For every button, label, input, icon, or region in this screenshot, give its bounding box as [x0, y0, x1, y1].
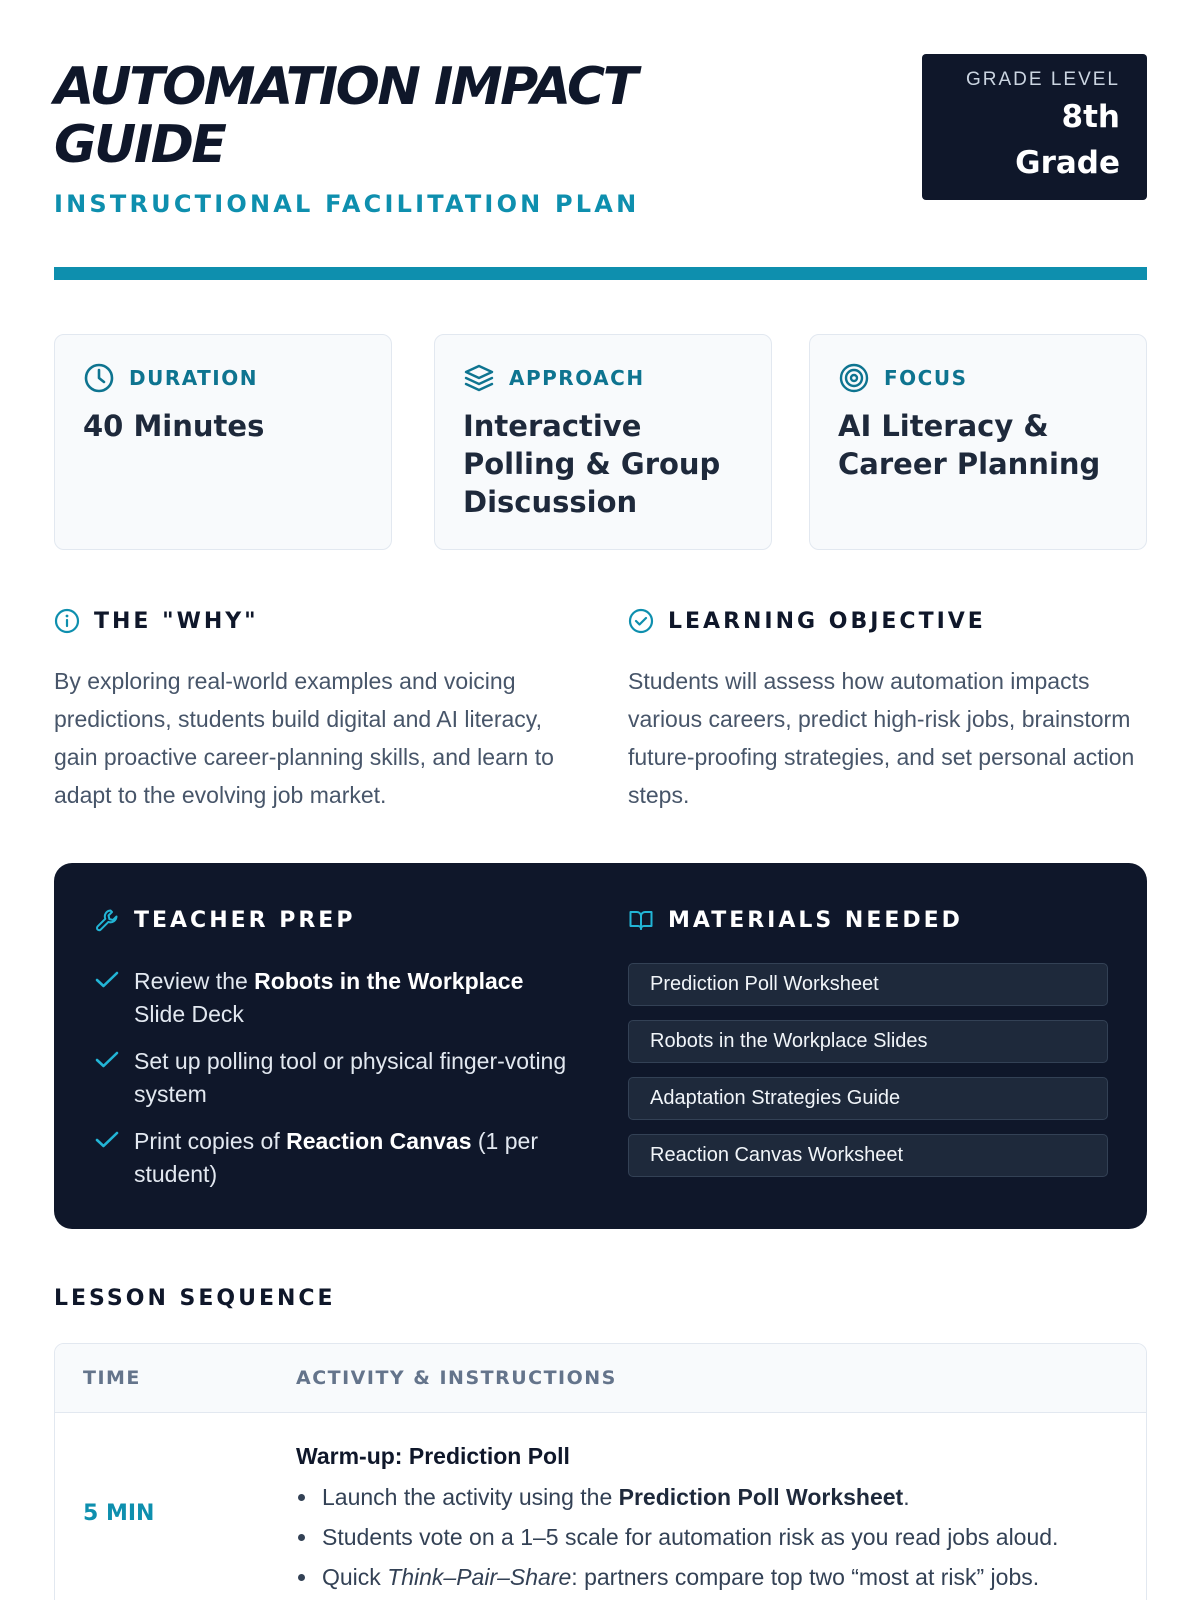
column-header-time: TIME — [83, 1367, 141, 1389]
grade-level-value — [922, 94, 1120, 186]
approach-label: APPROACH — [509, 366, 645, 390]
page-title-line-1: AUTOMATION IMPACT — [54, 57, 636, 117]
focus-card — [809, 334, 1147, 550]
why-section — [54, 604, 574, 814]
learning-objective-section — [628, 604, 1148, 814]
grade-level-value-line-2: Grade — [1015, 145, 1120, 181]
grade-level-label: GRADE LEVEL — [966, 69, 1120, 90]
prep-materials-panel — [54, 863, 1147, 1229]
check-icon — [94, 1129, 120, 1151]
header-divider — [54, 267, 1147, 280]
info-cards — [54, 334, 1147, 550]
teacher-prep-item: Print copies of Reaction Canvas (1 per student) — [94, 1125, 574, 1191]
approach-value: Interactive Polling & Group Discussion — [463, 409, 721, 519]
learning-objective-text: Students will assess how automation impacts various careers, predict high-risk jobs, brainstorm future-proofing strategies, and set personal action steps. — [628, 668, 1135, 808]
row-activity — [296, 1439, 1126, 1597]
target-icon — [838, 362, 870, 394]
teacher-prep-item: Review the Robots in the Workplace Slide Deck — [94, 965, 574, 1031]
why-title: THE "WHY" — [94, 608, 259, 634]
column-header-activity: ACTIVITY & INSTRUCTIONS — [296, 1367, 617, 1389]
check-icon — [94, 969, 120, 991]
layers-icon — [463, 362, 495, 394]
activity-step: Students vote on a 1–5 scale for automation risk as you read jobs aloud. — [296, 1517, 1126, 1557]
check-icon — [94, 1049, 120, 1071]
materials-section — [628, 903, 1108, 1191]
learning-objective-title: LEARNING OBJECTIVE — [668, 608, 986, 634]
approach-card — [434, 334, 772, 550]
material-item: Robots in the Workplace Slides — [628, 1020, 1108, 1063]
clock-icon — [83, 362, 115, 394]
wrench-icon — [94, 907, 120, 933]
material-item: Prediction Poll Worksheet — [628, 963, 1108, 1006]
grade-level-value-line-1: 8th — [1061, 99, 1120, 135]
lesson-sequence-title: LESSON SEQUENCE — [54, 1286, 336, 1311]
material-item: Reaction Canvas Worksheet — [628, 1134, 1108, 1177]
materials-list — [628, 963, 1108, 1177]
page-subtitle: INSTRUCTIONAL FACILITATION PLAN — [54, 190, 640, 218]
materials-title: MATERIALS NEEDED — [668, 907, 963, 933]
teacher-prep-title: TEACHER PREP — [134, 907, 356, 933]
duration-label: DURATION — [129, 366, 258, 390]
activity-step: Launch the activity using the Prediction Poll Worksheet. — [296, 1477, 1126, 1517]
book-open-icon — [628, 907, 654, 933]
activity-title: Warm-up: Prediction Poll — [296, 1443, 570, 1469]
duration-card — [54, 334, 392, 550]
page-title — [54, 58, 794, 174]
why-text: By exploring real-world examples and voicing predictions, students build digital and AI literacy, gain proactive career-planning skills, and learn to adapt to the evolving job market. — [54, 668, 554, 808]
focus-value: AI Literacy & Career Planning — [838, 409, 1101, 481]
activity-steps — [296, 1477, 1126, 1597]
teacher-prep-list — [94, 965, 574, 1191]
material-item: Adaptation Strategies Guide — [628, 1077, 1108, 1120]
grade-level-badge — [922, 54, 1147, 200]
focus-label: FOCUS — [884, 366, 968, 390]
page-title-line-2: GUIDE — [54, 115, 225, 175]
header — [54, 54, 1147, 284]
teacher-prep-item: Set up polling tool or physical finger-voting system — [94, 1045, 574, 1111]
teacher-prep-section — [94, 903, 574, 1205]
row-time: 5 MIN — [83, 1501, 155, 1526]
info-icon — [54, 608, 80, 634]
table-row — [55, 1413, 1146, 1600]
check-circle-icon — [628, 608, 654, 634]
duration-value: 40 Minutes — [83, 409, 265, 443]
table-header — [55, 1344, 1146, 1413]
activity-step: Quick Think–Pair–Share: partners compare top two “most at risk” jobs. — [296, 1557, 1126, 1597]
lesson-sequence-table — [54, 1343, 1147, 1600]
